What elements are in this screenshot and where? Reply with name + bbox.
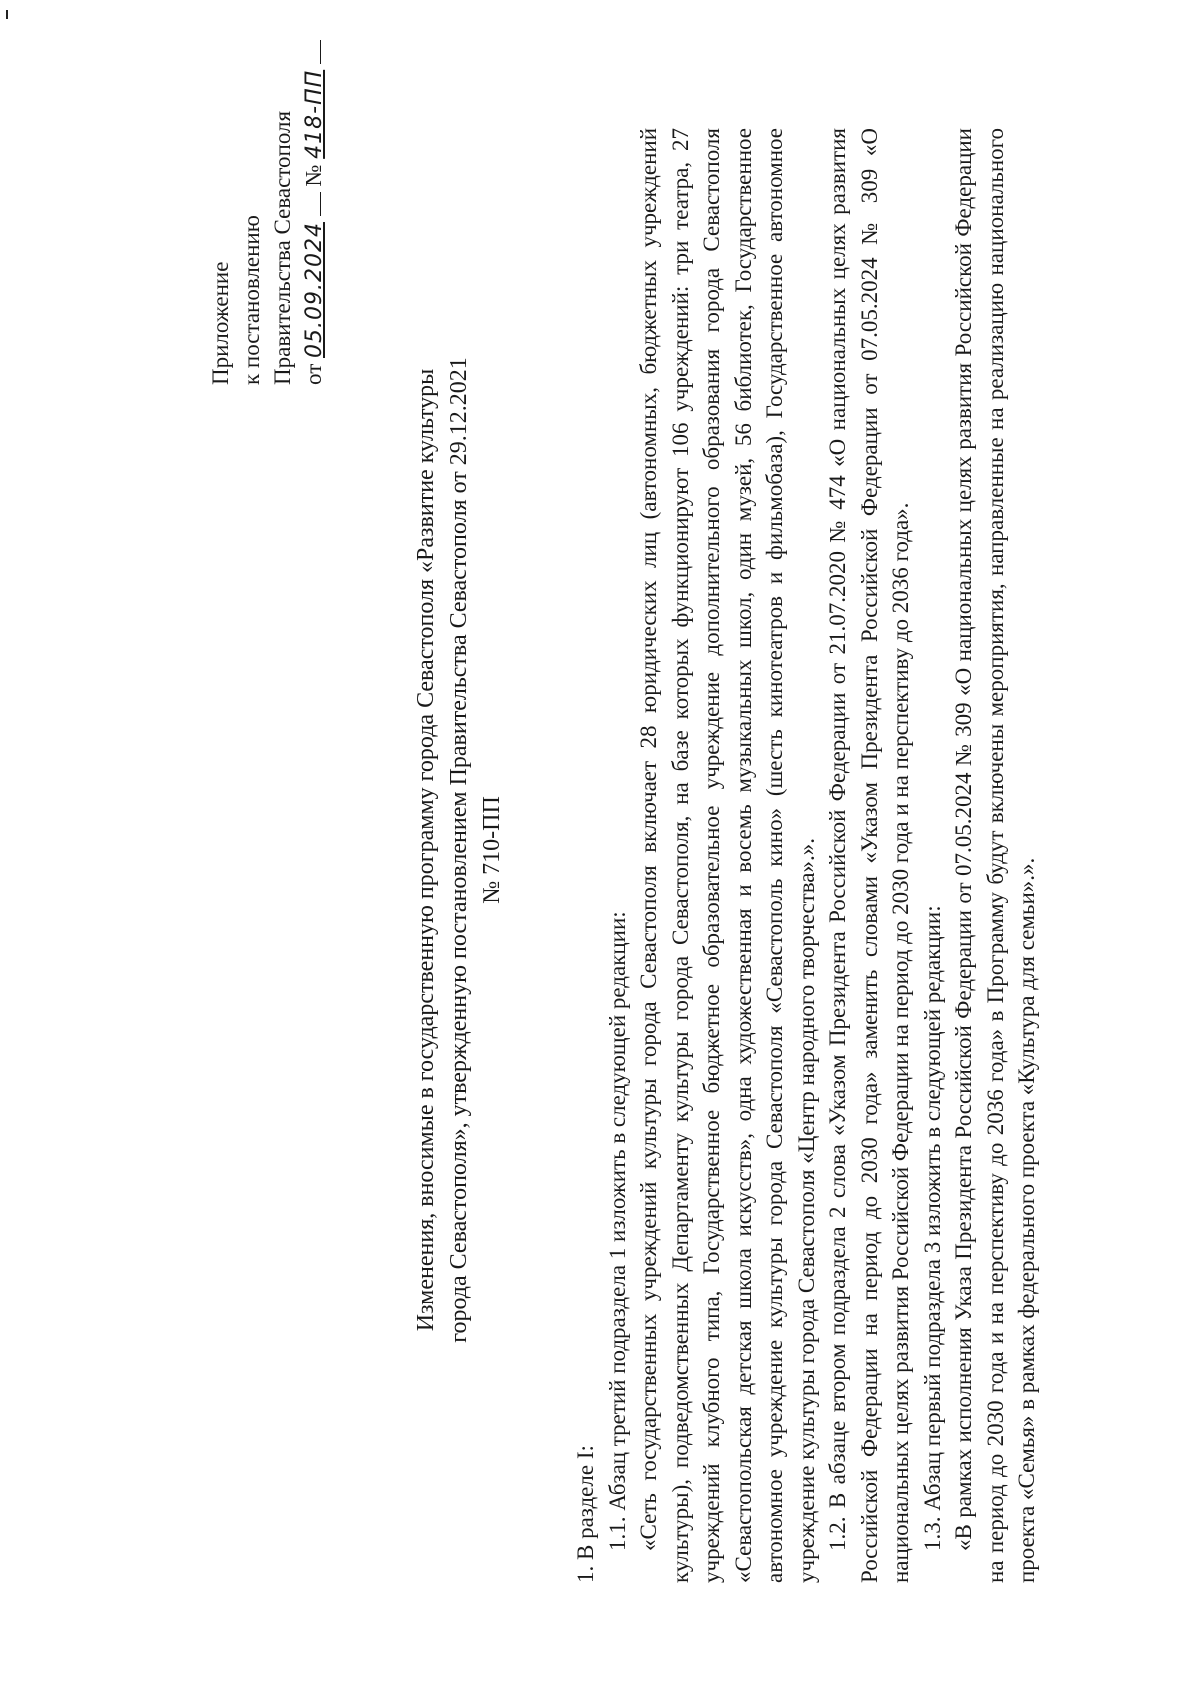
paragraph-1-2: 1.2. В абзаце втором подраздела 2 слова «Указом Президента Российской Федерации от 21.07.2020 № 474 «О национальных целях развития Российской Федерации на период до 2030 года» заменить словами «Указом Президента Российской Федерации от 07.05.2024 № 309 «О национальных целях развития Российской Федерации на период до 2030 года и на перспективу до 2036 года».	[825, 128, 913, 1583]
document-body	[570, 128, 1043, 1583]
number-underline	[320, 40, 321, 64]
annex-line-3: Правительства Севастополя	[270, 110, 295, 385]
title-line-2: города Севастополя», утвержденную постановлением Правительства Севастополя от 29.12.2021	[446, 357, 472, 1343]
handwritten-date: 05.09.2024	[302, 222, 327, 358]
paragraph-1-3: 1.3. Абзац первый подраздела 3 изложить в следующей редакции:	[919, 905, 945, 1551]
handwritten-number: 418-ПП	[302, 69, 327, 159]
annex-date-line	[298, 69, 330, 385]
paragraph-1-3-text: «В рамках исполнения Указа Президента Российской Федерации от 07.05.2024 № 309 «О национальных целях развития Российской Федерации на период до 2030 года и на перспективу до 2036 года» в Программу будут включены мероприятия, направленные на реализацию национального проекта «Семья» в рамках федерального проекта «Культура для семьи».».	[951, 128, 1039, 1583]
paragraph-1-1-text: «Сеть государственных учреждений культуры города Севастополя включает 28 юридических лиц (автономных, бюджетных учреждений культуры), подведомственных Департаменту культуры города Севастополя, на базе которых функционируют 106 учреждений: три театра, 27 учреждений клубного типа, Государственное бюджетное образовательное учреждение дополнительного образования города Севастополя «Севастопольская детская школа искусств», одна художественная и восемь музыкальных школ, один музей, 56 библиотек, Государственное автономное учреждение культуры города Севастополя «Севастополь кино» (шесть кинотеатров и фильмобаза), Государственное автономное учреждение культуры города Севастополя «Центр народного творчества».».	[636, 128, 819, 1583]
annex-block	[205, 69, 330, 385]
date-underline	[320, 192, 321, 216]
paragraph-1-1: 1.1. Абзац третий подраздела 1 изложить в следующей редакции:	[604, 911, 630, 1551]
date-prefix: от	[301, 363, 326, 385]
title-line-3: № 710-ПП	[479, 796, 505, 904]
scan-artifact	[6, 10, 8, 19]
number-prefix: №	[301, 164, 326, 187]
document-title	[410, 235, 509, 1465]
paragraph-section-1: 1. В разделе I:	[573, 1445, 598, 1583]
title-line-1: Изменения, вносимые в государственную программу города Севастополя «Развитие культуры	[413, 368, 439, 1332]
annex-line-2: к постановлению	[239, 215, 264, 385]
document-page-rotated	[100, 70, 1100, 1625]
annex-line-1: Приложение	[208, 261, 233, 385]
